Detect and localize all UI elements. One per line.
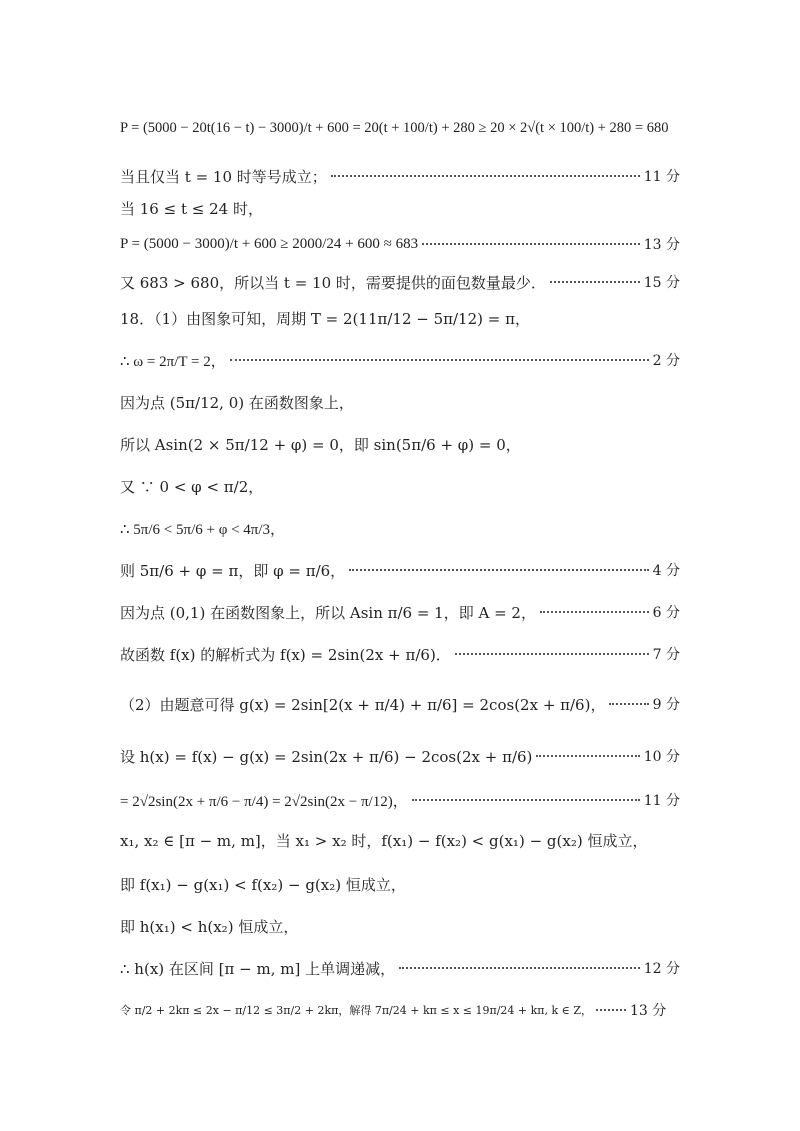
leader-dots bbox=[550, 281, 640, 283]
line-text: 故函数 f(x) 的解析式为 f(x) = 2sin(2x + π/6)． bbox=[120, 645, 451, 664]
formula-line-22 bbox=[120, 990, 680, 1030]
line-text: 则 5π/6 + φ = π，即 φ = π/6， bbox=[120, 561, 346, 580]
score-label: 13 分 bbox=[643, 237, 680, 253]
leader-dots bbox=[331, 175, 640, 177]
text-line-8 bbox=[120, 382, 680, 422]
text-line-10 bbox=[120, 466, 680, 506]
text-line-14 bbox=[120, 634, 680, 674]
line-text: 即 f(x₁) − g(x₁) < f(x₂) − g(x₂) 恒成立， bbox=[120, 875, 406, 894]
score-label: 12 分 bbox=[643, 961, 680, 977]
leader-dots bbox=[422, 243, 640, 245]
question-18-heading bbox=[120, 298, 680, 338]
formula-line-17 bbox=[120, 780, 680, 820]
leader-dots bbox=[349, 569, 648, 571]
formula-line-4 bbox=[120, 224, 680, 264]
score-label: 10 分 bbox=[643, 749, 680, 765]
formula-text: P = (5000 − 3000)/t + 600 ≥ 2000/24 + 600 ≈ 683 bbox=[120, 235, 419, 252]
formula-text: = 2√2sin(2x + π/6 − π/4) = 2√2sin(2x − π/12)， bbox=[120, 793, 408, 810]
line-text: 所以 Asin(2 × 5π/12 + φ) = 0，即 sin(5π/6 + φ) = 0， bbox=[120, 435, 521, 454]
formula-text: ∴ 5π/6 < 5π/6 + φ < 4π/3， bbox=[120, 521, 286, 538]
line-text: 因为点 (0,1) 在函数图象上，所以 Asin π/6 = 1，即 A = 2， bbox=[120, 603, 536, 622]
text-line-5 bbox=[120, 262, 680, 302]
formula-line-12 bbox=[120, 550, 680, 590]
score-label: 11 分 bbox=[643, 793, 680, 809]
leader-dots bbox=[536, 755, 639, 757]
leader-dots bbox=[596, 1009, 626, 1011]
line-text: 当 16 ≤ t ≤ 24 时， bbox=[120, 199, 263, 218]
line-text: x₁, x₂ ∈ [π − m, m]，当 x₁ > x₂ 时，f(x₁) − f(x₂) < g(x₁) − g(x₂) 恒成立， bbox=[120, 831, 648, 850]
formula-text: ∴ ω = 2π/T = 2， bbox=[120, 353, 226, 370]
leader-dots bbox=[540, 611, 649, 613]
score-label: 15 分 bbox=[643, 275, 680, 291]
question-part-2-line bbox=[120, 684, 680, 724]
line-text: 18．（1）由图象可知，周期 T = 2(11π/12 − 5π/12) = π， bbox=[120, 309, 530, 328]
line-text: （2）由题意可得 g(x) = 2sin[2(x + π/4) + π/6] = 2cos(2x + π/6)， bbox=[120, 695, 606, 714]
score-label: 9 分 bbox=[652, 697, 680, 713]
line-text: 因为点 (5π/12, 0) 在函数图象上， bbox=[120, 393, 354, 412]
leader-dots bbox=[230, 359, 649, 361]
line-text: 又 683 > 680，所以当 t = 10 时，需要提供的面包数量最少． bbox=[120, 273, 546, 292]
line-text: 当且仅当 t = 10 时等号成立； bbox=[120, 167, 327, 186]
formula-line-16 bbox=[120, 736, 680, 776]
formula-text: P = (5000 − 20t(16 − t) − 3000)/t + 600 = 20(t + 100/t) + 280 ≥ 20 × 2√(t × 100/t) + 280 = 680 bbox=[120, 119, 669, 136]
formula-line-9 bbox=[120, 424, 680, 464]
score-label: 6 分 bbox=[652, 605, 680, 621]
line-text: 又 ∵ 0 < φ < π/2， bbox=[120, 477, 264, 496]
text-line-13 bbox=[120, 592, 680, 632]
text-line-3 bbox=[120, 188, 680, 228]
leader-dots bbox=[455, 653, 649, 655]
score-label: 11 分 bbox=[643, 169, 680, 185]
leader-dots bbox=[609, 703, 648, 705]
formula-line-7 bbox=[120, 340, 680, 380]
text-line-20 bbox=[120, 906, 680, 946]
line-text: 设 h(x) = f(x) − g(x) = 2sin(2x + π/6) − 2cos(2x + π/6) bbox=[120, 747, 533, 766]
score-label: 2 分 bbox=[652, 353, 680, 369]
text-line-18 bbox=[120, 820, 680, 860]
leader-dots bbox=[399, 967, 640, 969]
leader-dots bbox=[412, 799, 640, 801]
score-label: 4 分 bbox=[652, 563, 680, 579]
text-line-19 bbox=[120, 864, 680, 904]
formula-line-1 bbox=[120, 108, 680, 148]
line-text: 即 h(x₁) < h(x₂) 恒成立， bbox=[120, 917, 299, 936]
score-label: 7 分 bbox=[652, 647, 680, 663]
line-text: ∴ h(x) 在区间 [π − m, m] 上单调递减， bbox=[120, 959, 396, 978]
text-line-21 bbox=[120, 948, 680, 988]
line-text: 令 π/2 + 2kπ ≤ 2x − π/12 ≤ 3π/2 + 2kπ，解得 7π/24 + kπ ≤ x ≤ 19π/24 + kπ, k ∈ Z， bbox=[120, 1004, 592, 1017]
formula-line-11 bbox=[120, 508, 680, 548]
score-label: 13 分 bbox=[629, 1003, 667, 1019]
